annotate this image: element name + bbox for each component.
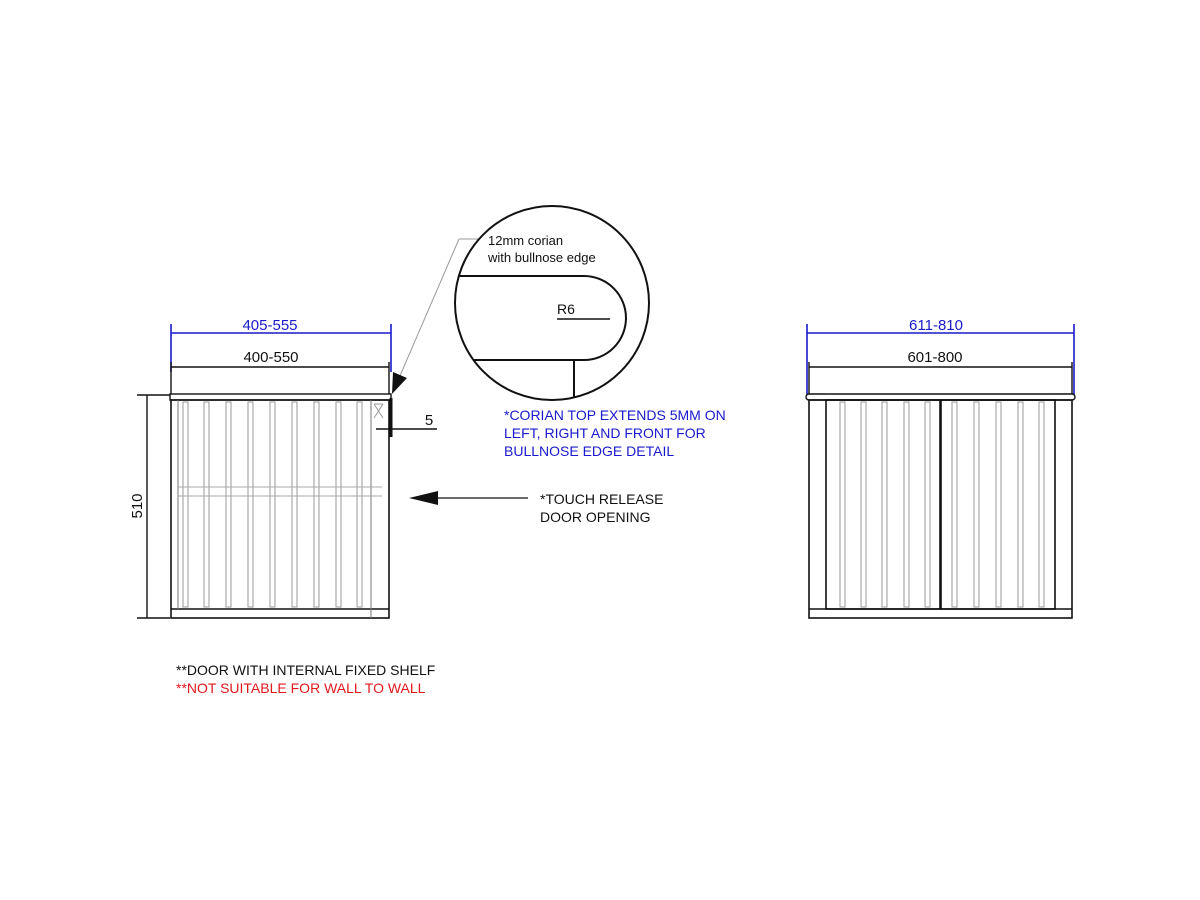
right-corian-top xyxy=(806,394,1075,400)
left-slat-panel xyxy=(178,402,383,607)
left-top-width-label: 405-555 xyxy=(242,317,298,334)
footnote-internal-shelf: **DOOR WITH INTERNAL FIXED SHELF xyxy=(176,662,436,678)
right-slat-panels xyxy=(840,402,1044,607)
right-carcass-width-label: 601-800 xyxy=(907,349,963,366)
left-height-label: 510 xyxy=(129,493,146,519)
right-top-width-label: 611-810 xyxy=(909,317,963,334)
left-carcass-width-dimension xyxy=(171,362,389,396)
corian-note-line1: *CORIAN TOP EXTENDS 5MM ON xyxy=(504,407,726,423)
overhang-label: 5 xyxy=(424,412,434,429)
bullnose-detail-callout xyxy=(440,206,649,410)
touch-release-arrow xyxy=(409,491,528,505)
corian-note-line2: LEFT, RIGHT AND FRONT FOR xyxy=(504,425,706,441)
left-door xyxy=(826,400,940,609)
touch-release-line2: DOOR OPENING xyxy=(540,509,651,525)
right-door xyxy=(941,400,1055,609)
radius-label: R6 xyxy=(557,301,575,317)
corian-note-line3: BULLNOSE EDGE DETAIL xyxy=(504,443,675,459)
detail-title-line1: 12mm corian xyxy=(488,233,564,248)
left-corian-top xyxy=(170,394,391,400)
detail-title-line2: with bullnose edge xyxy=(488,250,596,265)
left-carcass-width-label: 400-550 xyxy=(243,349,299,366)
touch-release-line1: *TOUCH RELEASE xyxy=(540,491,664,507)
right-vanity-elevation xyxy=(806,317,1075,618)
right-carcass-width-dimension xyxy=(809,362,1072,396)
footnote-wall-to-wall: **NOT SUITABLE FOR WALL TO WALL xyxy=(176,680,426,696)
